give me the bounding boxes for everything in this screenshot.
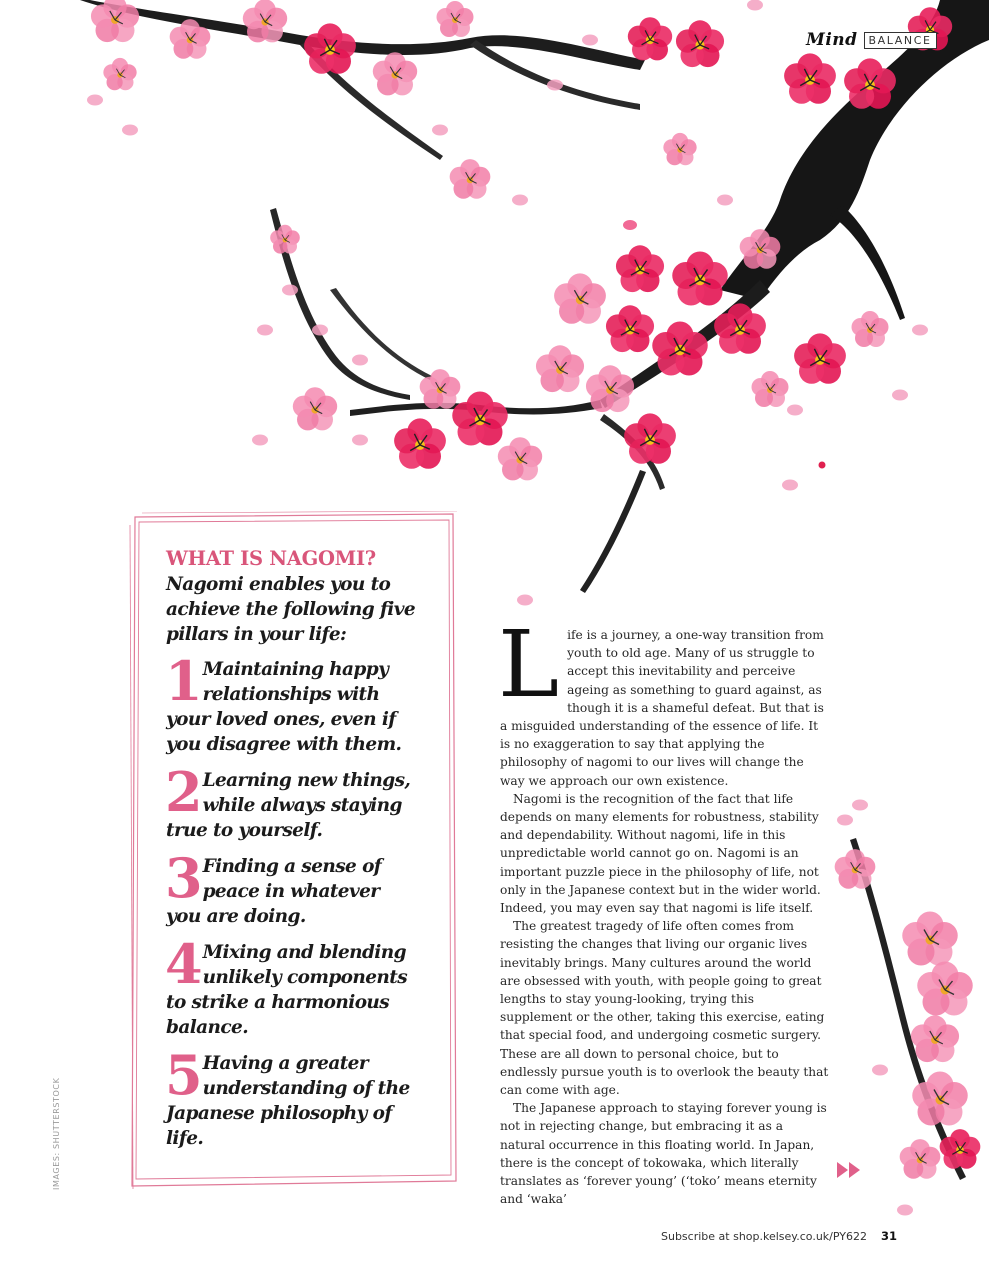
page-number: 31 xyxy=(880,1229,897,1243)
pillar-item xyxy=(165,846,416,929)
section-tag xyxy=(806,30,956,50)
article-body xyxy=(498,611,830,1209)
sidebar-intro: Nagomi enables you to achieve the following five pillars in your life: xyxy=(166,574,416,645)
pillar-number: 5 xyxy=(165,1043,201,1107)
nagomi-sidebar xyxy=(166,548,416,1162)
image-credit: IMAGES: SHUTTERSTOCK xyxy=(52,1077,61,1190)
pillar-number: 2 xyxy=(165,760,201,824)
pillar-number: 1 xyxy=(165,649,201,713)
drop-cap: L xyxy=(498,611,560,718)
pillar-text: Mixing and blending unlikely components to strike a harmonious balance. xyxy=(166,942,408,1038)
pillar-item xyxy=(165,649,416,757)
double-chevron-right-icon xyxy=(836,1160,862,1180)
page-footer xyxy=(661,1229,897,1243)
pillar-text: Having a greater understanding of the Japanese philosophy of life. xyxy=(166,1053,410,1149)
subscribe-link[interactable]: Subscribe at shop.kelsey.co.uk/PY622 xyxy=(661,1230,867,1243)
section-script: Mind xyxy=(806,30,858,50)
pillar-text: Learning new things, while always staying true to yourself. xyxy=(166,770,411,841)
pillar-item xyxy=(165,932,416,1040)
article-paragraph xyxy=(498,611,830,790)
pillar-text: Maintaining happy relationships with your loved ones, even if you disagree with them. xyxy=(166,659,402,755)
paragraph-text: ife is a journey, a one-way transition from youth to old age. Many of us struggle to accept this inevitability and perceive ageing as something to guard against, as though it is a shameful defeat. But that is a misguided understanding of the essence of life. It is no exaggeration to say that applying the philosophy of nagomi to our lives will change the way we approach our own existence. xyxy=(500,628,824,788)
sidebar-title: WHAT IS NAGOMI? xyxy=(166,547,376,570)
pillar-number: 3 xyxy=(165,846,201,910)
pillar-item xyxy=(165,1043,416,1151)
pillar-number: 4 xyxy=(165,932,201,996)
article-paragraph: The Japanese approach to staying forever young is not in rejecting change, but embracing it as a natural occurrence in this floating world. In Japan, there is the concept of tokowaka, which literally translates as ‘forever young’ (‘toko’ means eternity and ‘waka’ xyxy=(500,1101,827,1207)
article-paragraph: The greatest tragedy of life often comes from resisting the changes that living our organic lives inevitably brings. Many cultures around the world are obsessed with youth, with people going to great lengths to stay young-looking, trying this supplement or the other, taking this exercise, eating that special food, and undergoing cosmetic surgery. These are all down to personal choice, but to endlessly pursue youth is to overlook the beauty that can come with age. xyxy=(500,919,829,1098)
article-paragraph: Nagomi is the recognition of the fact that life depends on many elements for robustness, stability and dependability. Without nagomi, life in this unpredictable world cannot go on. Nagomi is an important puzzle piece in the philosophy of life, not only in the Japanese context but in the wider world. Indeed, you may even say that nagomi is life itself. xyxy=(500,791,821,916)
pillar-text: Finding a sense of peace in whatever you are doing. xyxy=(166,856,382,927)
pillar-item xyxy=(165,760,416,843)
section-label: BALANCE xyxy=(864,32,937,49)
